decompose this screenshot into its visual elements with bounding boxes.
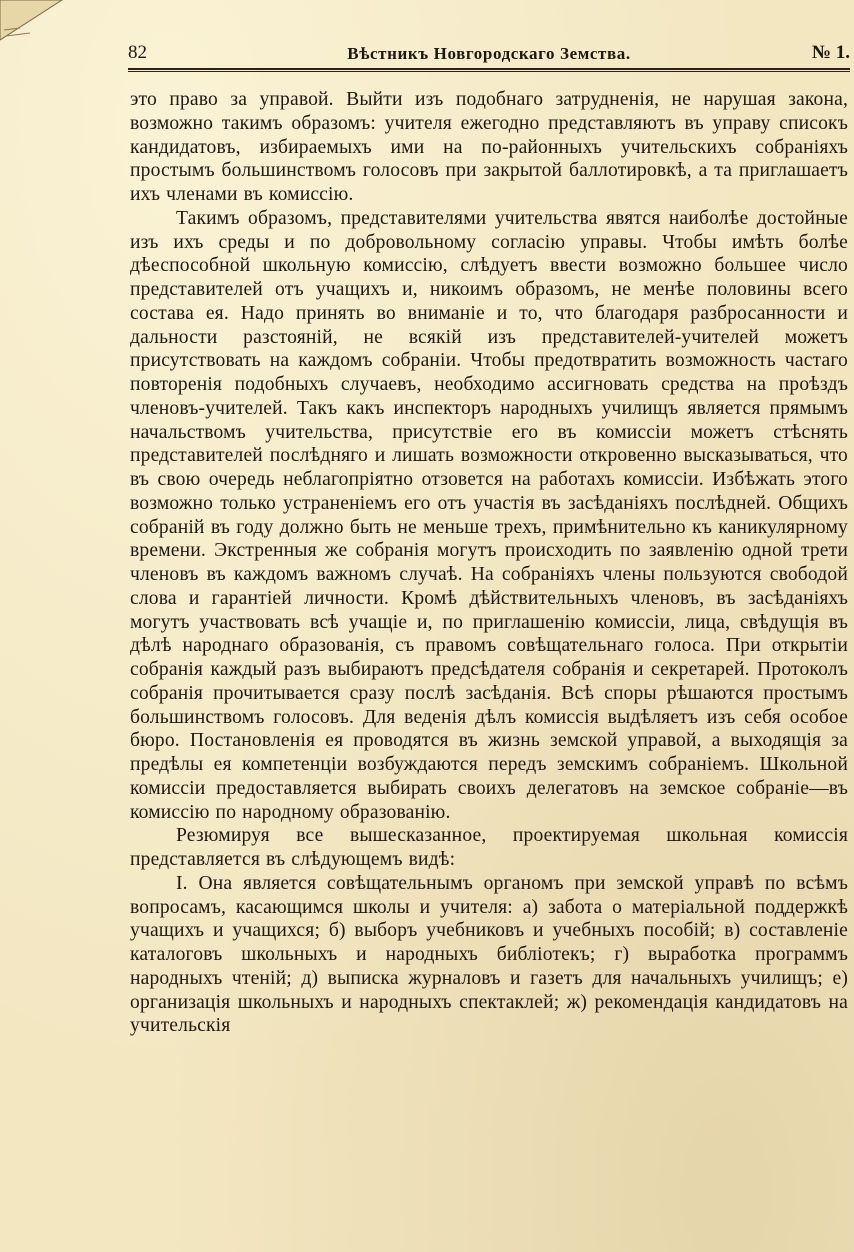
paragraph-continuation: это право за управой. Выйти изъ подобнаго затрудненія, не нарушая закона, возможно такимъ образомъ: учителя ежегодно представляютъ въ управу списокъ кандидатовъ, избираемыхъ ими на по-районныхъ учительскихъ собраніяхъ простымъ большинствомъ голосовъ при закрытой баллотировкѣ, а та приглашаетъ ихъ членами въ комиссію. bbox=[130, 89, 848, 205]
running-header bbox=[128, 40, 850, 70]
paragraph-point-one: I. Она является совѣщательнымъ органомъ при земской управѣ по всѣмъ вопросамъ, касающимся школы и учителя: а) забота о матеріальной поддержкѣ учащихъ и учащихся; б) выборъ учебниковъ и учебныхъ пособій; в) составленіе каталоговъ школьныхъ и народныхъ библіотекъ; г) выработка программъ народныхъ чтеній; д) выписка журналовъ и газетъ для начальныхъ училищъ; е) организація школьныхъ и народныхъ спектаклей; ж) рекомендація кандидатовъ на учительскія bbox=[130, 872, 848, 1037]
torn-corner-mark bbox=[0, 0, 64, 44]
page-number: 82 bbox=[128, 42, 147, 63]
header-rule bbox=[128, 68, 850, 70]
journal-title: Вѣстникъ Новгородскаго Земства. bbox=[347, 44, 631, 63]
issue-number: № 1. bbox=[811, 42, 850, 63]
paragraph-summary-intro: Резюмируя все вышесказанное, проектируемая школьная комиссія представляется въ слѣдующемъ видѣ: bbox=[130, 825, 848, 870]
header-rule-thin bbox=[128, 71, 850, 72]
paragraph-commission-composition: Такимъ образомъ, представителями учительства явятся наиболѣе достойные изъ ихъ среды и по добровольному согласію управы. Чтобы имѣть болѣе дѣеспособной школьную комиссію, слѣдуетъ ввести возможно большее число представителей отъ учащихъ и, никоимъ образомъ, не менѣе половины всего состава ея. Надо принять во вниманіе и то, что благодаря разбросанности и дальности разстояній, не всякій изъ представителей-учителей можетъ присутствовать на каждомъ собраніи. Чтобы предотвратить возможность частаго повторенія подобныхъ случаевъ, необходимо ассигновать средства на проѣздъ членовъ-учителей. Такъ какъ инспекторъ народныхъ училищъ является прямымъ начальствомъ учительства, присутствіе его въ комиссіи можетъ стѣснять представителей послѣдняго и лишать возможности откровенно высказываться, что въ свою очередь неблагопріятно отзовется на работахъ комиссіи. Избѣжать этого возможно только устраненіемъ его отъ участія въ засѣданіяхъ послѣдней. Общихъ собраній въ году должно быть не меньше трехъ, примѣнительно къ каникулярному времени. Экстренныя же собранія могутъ происходить по заявленію одной трети членовъ въ каждомъ важномъ случаѣ. На собраніяхъ члены пользуются свободой слова и гарантіей личности. Кромѣ дѣйствительныхъ членовъ, въ засѣданіяхъ могутъ участвовать всѣ учащіе и, по приглашенію комиссіи, лица, свѣдущія въ дѣлѣ народнаго образованія, съ правомъ совѣщательнаго голоса. При открытіи собранія каждый разъ выбираютъ предсѣдателя собранія и секретарей. Протоколъ собранія прочитывается сразу послѣ засѣданія. Всѣ споры рѣшаются простымъ большинствомъ голосовъ. Для веденія дѣлъ комиссія выдѣляетъ изъ себя особое бюро. Постановленія ея проводятся въ жизнь земской управой, а выходящія за предѣлы ея компетенціи возбуждаются передъ земскимъ собраніемъ. Школьной комиссіи предоставляется выбирать своихъ делегатовъ на земское собраніе—въ комиссію по народному образованію. bbox=[130, 207, 848, 823]
article-body bbox=[130, 88, 848, 1038]
